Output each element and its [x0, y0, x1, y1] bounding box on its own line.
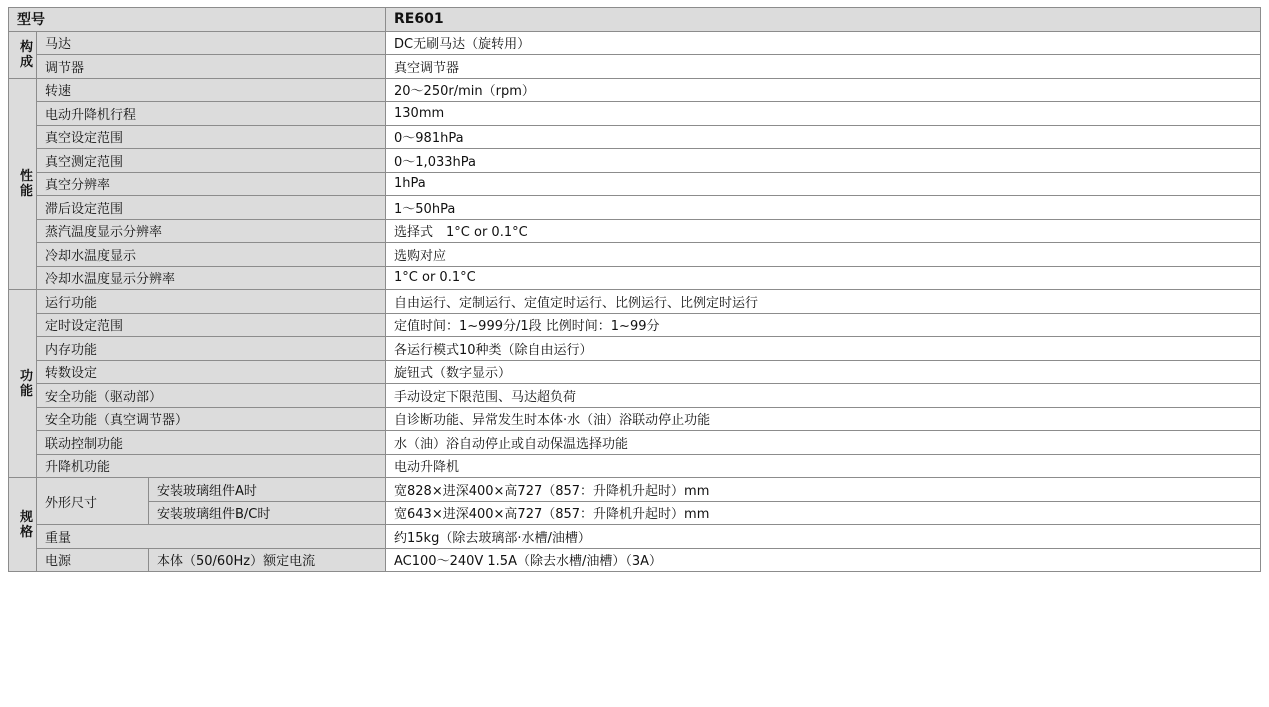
row-label: 转数设定	[37, 360, 386, 384]
table-row	[9, 290, 1261, 314]
row-value: 1°C or 0.1°C	[386, 266, 1261, 290]
row-label: 冷却水温度显示	[37, 243, 386, 267]
row-label: 蒸汽温度显示分辨率	[37, 219, 386, 243]
row-value: 电动升降机	[386, 454, 1261, 478]
group-function: 功能	[9, 290, 37, 478]
row-label: 重量	[37, 525, 386, 549]
row-value: 各运行模式10种类（除自由运行）	[386, 337, 1261, 361]
row-value: 宽828×进深400×高727（857：升降机升起时）mm	[386, 478, 1261, 502]
table-row	[9, 548, 1261, 572]
row-value: DC无刷马达（旋转用）	[386, 31, 1261, 55]
table-row	[9, 431, 1261, 455]
row-label: 真空设定范围	[37, 125, 386, 149]
row-value: 自诊断功能、异常发生时本体·水（油）浴联动停止功能	[386, 407, 1261, 431]
row-label: 定时设定范围	[37, 313, 386, 337]
row-sub-label: 本体（50/60Hz）额定电流	[149, 548, 386, 572]
row-label: 马达	[37, 31, 386, 55]
table-row	[9, 196, 1261, 220]
row-label: 联动控制功能	[37, 431, 386, 455]
table-row	[9, 78, 1261, 102]
row-label: 电动升降机行程	[37, 102, 386, 126]
table-row	[9, 501, 1261, 525]
row-label: 滞后设定范围	[37, 196, 386, 220]
row-value: 选购对应	[386, 243, 1261, 267]
row-label: 外形尺寸	[37, 478, 149, 525]
row-label: 冷却水温度显示分辨率	[37, 266, 386, 290]
group-performance: 性能	[9, 78, 37, 290]
row-sub-label: 安装玻璃组件B/C时	[149, 501, 386, 525]
table-row	[9, 337, 1261, 361]
row-value: AC100～240V 1.5A（除去水槽/油槽）（3A）	[386, 548, 1261, 572]
group-composition: 构成	[9, 31, 37, 78]
row-label: 真空测定范围	[37, 149, 386, 173]
table-row	[9, 149, 1261, 173]
row-label: 升降机功能	[37, 454, 386, 478]
table-row	[9, 525, 1261, 549]
row-label: 运行功能	[37, 290, 386, 314]
row-value: 旋钮式（数字显示）	[386, 360, 1261, 384]
row-value: 0～981hPa	[386, 125, 1261, 149]
table-row	[9, 266, 1261, 290]
table-row	[9, 31, 1261, 55]
row-value: 自由运行、定制运行、定值定时运行、比例运行、比例定时运行	[386, 290, 1261, 314]
row-label: 内存功能	[37, 337, 386, 361]
row-label: 安全功能（驱动部）	[37, 384, 386, 408]
table-row	[9, 360, 1261, 384]
row-value: 定值时间：1~999分/1段 比例时间：1~99分	[386, 313, 1261, 337]
table-row	[9, 243, 1261, 267]
group-specification: 规格	[9, 478, 37, 572]
table-row	[9, 384, 1261, 408]
row-value: 选择式 1°C or 0.1°C	[386, 219, 1261, 243]
row-value: 水（油）浴自动停止或自动保温选择功能	[386, 431, 1261, 455]
row-value: 真空调节器	[386, 55, 1261, 79]
row-label: 安全功能（真空调节器）	[37, 407, 386, 431]
row-label: 转速	[37, 78, 386, 102]
row-value: 约15kg（除去玻璃部·水槽/油槽）	[386, 525, 1261, 549]
model-label: 型号	[9, 8, 386, 32]
table-row	[9, 102, 1261, 126]
table-row	[9, 125, 1261, 149]
table-row	[9, 313, 1261, 337]
table-row	[9, 172, 1261, 196]
table-row	[9, 407, 1261, 431]
row-value: 0～1,033hPa	[386, 149, 1261, 173]
table-row	[9, 8, 1261, 32]
row-label: 调节器	[37, 55, 386, 79]
row-value: 130mm	[386, 102, 1261, 126]
table-row	[9, 454, 1261, 478]
row-label: 电源	[37, 548, 149, 572]
row-value: 1hPa	[386, 172, 1261, 196]
row-value: 宽643×进深400×高727（857：升降机升起时）mm	[386, 501, 1261, 525]
table-row	[9, 55, 1261, 79]
model-value: RE601	[386, 8, 1261, 32]
table-row	[9, 478, 1261, 502]
row-value: 20～250r/min（rpm）	[386, 78, 1261, 102]
row-sub-label: 安装玻璃组件A时	[149, 478, 386, 502]
row-label: 真空分辨率	[37, 172, 386, 196]
row-value: 手动设定下限范围、马达超负荷	[386, 384, 1261, 408]
table-row	[9, 219, 1261, 243]
row-value: 1～50hPa	[386, 196, 1261, 220]
spec-table	[8, 7, 1261, 572]
